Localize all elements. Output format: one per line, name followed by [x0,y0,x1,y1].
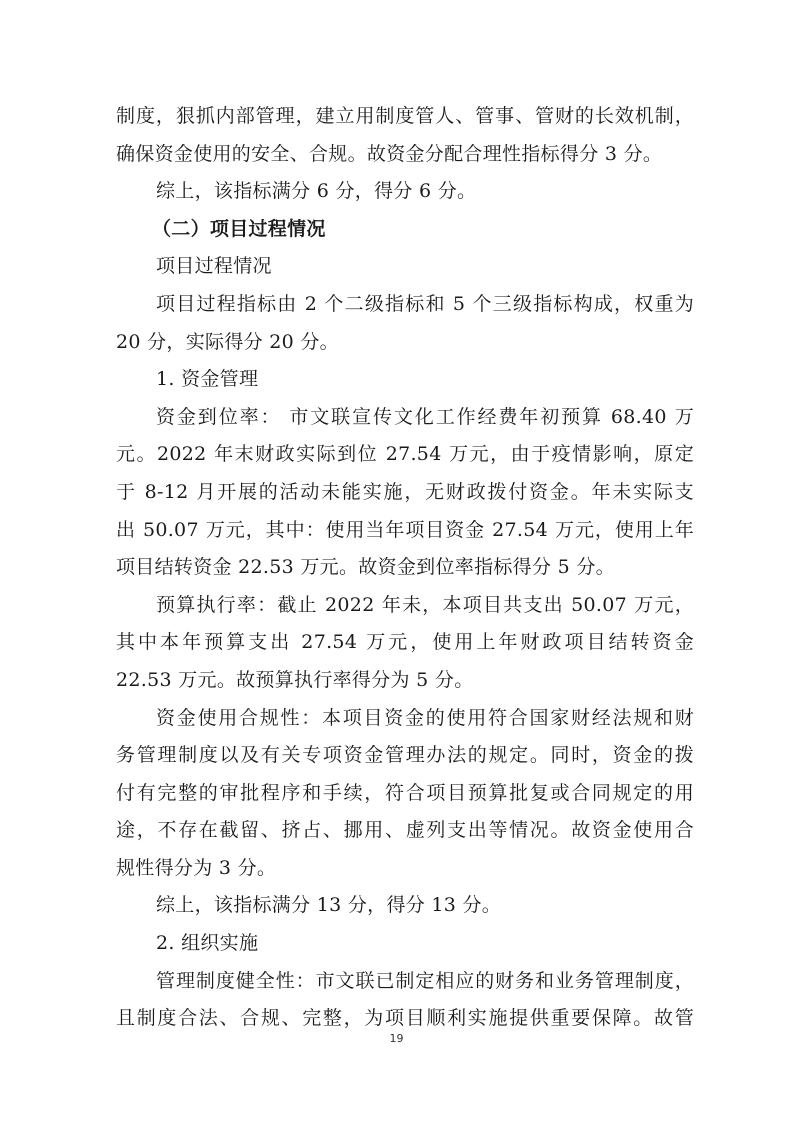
body-line: 管理制度健全性：市文联已制定相应的财务和业务管理制度， [156,969,694,992]
numbered-heading: 1. 资金管理 [156,368,259,391]
body-line: 20 分，实际得分 20 分。 [116,330,339,353]
body-line: 项目过程指标由 2 个二级指标和 5 个三级指标构成，权重为 [156,292,694,315]
body-line: 于 8-12 月开展的活动未能实施，无财政拨付资金。年未实际支 [116,480,694,503]
body-line: 项目结转资金 22.53 万元。故资金到位率指标得分 5 分。 [116,556,615,579]
body-line: 资金到位率： 市文联宣传文化工作经费年初预算 68.40 万 [156,405,694,428]
numbered-heading: 2. 组织实施 [156,932,259,955]
document-body [116,98,694,1038]
body-line: 务管理制度以及有关专项资金管理办法的规定。同时，资金的拨 [116,744,694,767]
body-line: 其中本年预算支出 27.54 万元，使用上年财政项目结转资金 [116,631,694,654]
body-line: 确保资金使用的安全、合规。故资金分配合理性指标得分 3 分。 [116,142,663,165]
body-line: 综上，该指标满分 6 分，得分 6 分。 [156,180,477,203]
body-line: 预算执行率：截止 2022 年未，本项目共支出 50.07 万元， [156,593,694,616]
subsection-heading: 项目过程情况 [156,255,272,278]
body-line: 出 50.07 万元，其中：使用当年项目资金 27.54 万元，使用上年 [116,518,694,541]
body-line: 元。2022 年末财政实际到位 27.54 万元，由于疫情影响，原定 [116,443,694,466]
body-line: 制度，狠抓内部管理，建立用制度管人、管事、管财的长效机制， [116,105,694,127]
body-line: 途，不存在截留、挤占、挪用、虚列支出等情况。故资金使用合 [116,819,694,842]
body-line: 综上，该指标满分 13 分，得分 13 分。 [156,894,502,917]
body-line: 规性得分为 3 分。 [116,856,277,879]
body-line: 资金使用合规性：本项目资金的使用符合国家财经法规和财 [156,706,694,729]
section-heading: （二）项目过程情况 [152,217,326,240]
body-line: 付有完整的审批程序和手续，符合项目预算批复或合同规定的用 [116,781,694,804]
body-line: 22.53 万元。故预算执行率得分为 5 分。 [116,668,474,691]
body-line: 且制度合法、合规、完整，为项目顺利实施提供重要保障。故管 [116,1007,694,1030]
page-number: 19 [389,1032,404,1045]
